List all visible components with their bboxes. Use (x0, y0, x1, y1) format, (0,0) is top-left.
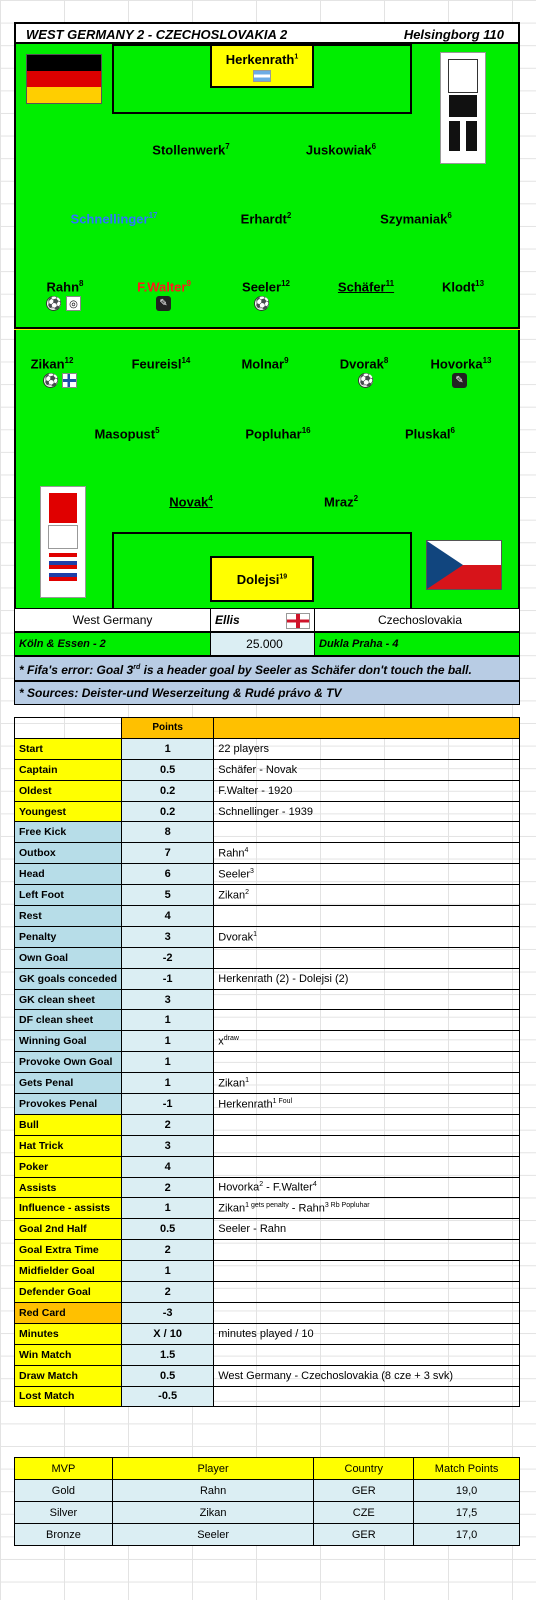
goal-area-top (210, 44, 314, 88)
points-rule-detail (214, 1156, 520, 1177)
points-rule-name: Gets Penal (15, 1073, 122, 1094)
points-row (15, 1344, 520, 1365)
points-rule-value: 3 (122, 926, 214, 947)
assist-boot-icon: ✎ (156, 296, 171, 311)
points-rule-detail: 22 players (214, 738, 520, 759)
note-sources: * Sources: Deister-und Weserzeitung & Rudé právo & TV (14, 681, 520, 705)
points-row (15, 1386, 520, 1407)
match-title: WEST GERMANY 2 - CZECHOSLOVAKIA 2 (26, 27, 288, 42)
points-rule-detail (214, 1282, 520, 1303)
pitch-top-half (14, 44, 520, 330)
mvp-row-silver (15, 1502, 520, 1524)
points-row (15, 926, 520, 947)
player-szymaniak: Szymaniak$^6$ (380, 211, 452, 227)
player-masopust: Masopust$^5$ (94, 426, 160, 442)
points-rule-name: Free Kick (15, 822, 122, 843)
points-rule-name: Minutes (15, 1323, 122, 1344)
points-rule-detail (214, 947, 520, 968)
player-schafer-captain: Schäfer$^{11}$ (337, 279, 395, 295)
points-rule-name: Influence - assists (15, 1198, 122, 1219)
points-rule-name: Oldest (15, 780, 122, 801)
points-rule-value: 4 (122, 906, 214, 927)
points-rule-detail (214, 1135, 520, 1156)
germany-kit-icon (440, 52, 486, 164)
points-rule-name: Own Goal (15, 947, 122, 968)
points-rule-value: 3 (122, 1135, 214, 1156)
points-row (15, 968, 520, 989)
points-row (15, 780, 520, 801)
points-rule-value: 5 (122, 885, 214, 906)
points-rule-detail (214, 1344, 520, 1365)
away-team: Czechoslovakia (377, 613, 463, 627)
venue: Helsingborg 110 (403, 27, 504, 42)
mvp-header-row (15, 1458, 520, 1480)
player-hovorka: Hovorka$^{13}$ (430, 356, 492, 372)
points-rule-value: 1 (122, 1031, 214, 1052)
teams-row (14, 608, 520, 632)
player-zikan: Zikan$^{12}$ (30, 356, 74, 372)
home-clubs: Köln & Essen - 2 (15, 633, 211, 655)
match-header (14, 22, 520, 44)
points-row (15, 1219, 520, 1240)
referee: Ellis (211, 609, 315, 631)
points-row (15, 1198, 520, 1219)
points-rule-name: Bull (15, 1114, 122, 1135)
pitch-bottom-half (14, 330, 520, 616)
points-row (15, 1094, 520, 1115)
attendance: 25.000 (211, 633, 315, 655)
points-rule-name: Red Card (15, 1302, 122, 1323)
points-rule-detail (214, 1386, 520, 1407)
points-row (15, 1073, 520, 1094)
mvp-header-mvp: MVP (15, 1458, 113, 1480)
points-rule-value: -1 (122, 1094, 214, 1115)
points-rule-detail: $x^{draw}$ (214, 1031, 520, 1052)
mvp-player: Zikan (112, 1502, 314, 1524)
mvp-player: Rahn (112, 1480, 314, 1502)
points-rule-name: Start (15, 738, 122, 759)
points-rule-value: 2 (122, 1240, 214, 1261)
assist-boot-icon: ✎ (452, 373, 467, 388)
mvp-header-player: Player (112, 1458, 314, 1480)
points-rule-name: Goal Extra Time (15, 1240, 122, 1261)
clubs-row (14, 632, 520, 656)
points-rule-detail (214, 822, 520, 843)
points-rule-name: Poker (15, 1156, 122, 1177)
points-row (15, 843, 520, 864)
points-header-row (15, 718, 520, 739)
points-rule-value: 0.2 (122, 801, 214, 822)
points-row (15, 1010, 520, 1031)
points-header-desc (214, 718, 520, 739)
mvp-header-country: Country (314, 1458, 414, 1480)
player-stollenwerk: Stollenwerk$^7$ (152, 142, 230, 158)
points-rule-name: Captain (15, 759, 122, 780)
points-rule-detail: Rahn$^4$ (214, 843, 520, 864)
points-rule-name: Provokes Penal (15, 1094, 122, 1115)
points-row (15, 989, 520, 1010)
mvp-player: Seeler (112, 1524, 314, 1546)
mvp-rank: Gold (15, 1480, 113, 1502)
goal-area-bottom (210, 556, 314, 602)
points-rule-value: 0.2 (122, 780, 214, 801)
points-rule-value: 2 (122, 1114, 214, 1135)
points-row (15, 759, 520, 780)
player-dvorak: Dvorak$^8$ (339, 356, 389, 372)
points-rule-name: Defender Goal (15, 1282, 122, 1303)
player-juskowiak: Juskowiak$^6$ (305, 142, 377, 158)
points-rule-name: GK clean sheet (15, 989, 122, 1010)
player-rahn: Rahn$^8$ (46, 279, 84, 295)
points-rule-name: Winning Goal (15, 1031, 122, 1052)
player-molnar: Molnar$^9$ (241, 356, 289, 372)
points-rule-detail (214, 1261, 520, 1282)
mvp-table (14, 1457, 520, 1546)
points-rule-value: 0.5 (122, 759, 214, 780)
points-rule-detail: Seeler - Rahn (214, 1219, 520, 1240)
points-rule-name: GK goals conceded (15, 968, 122, 989)
points-rule-detail: Zikan$^{1 gets penalty}$ - Rahn$^{3 Rb Popluhar}$ (214, 1198, 520, 1219)
home-team: West Germany (15, 609, 211, 631)
points-table (14, 717, 520, 1407)
points-rule-value: 1 (122, 1198, 214, 1219)
points-header-blank (15, 718, 122, 739)
points-rule-name: Win Match (15, 1344, 122, 1365)
points-rule-value: 1.5 (122, 1344, 214, 1365)
points-rule-detail (214, 1052, 520, 1073)
points-rule-detail: Schäfer - Novak (214, 759, 520, 780)
points-row (15, 822, 520, 843)
player-erhardt: Erhardt$^2$ (240, 211, 292, 227)
points-rule-name: Goal 2nd Half (15, 1219, 122, 1240)
points-rule-value: 1 (122, 1052, 214, 1073)
points-rule-detail: Seeler$^3$ (214, 864, 520, 885)
points-rule-detail: minutes played / 10 (214, 1323, 520, 1344)
points-rule-name: Assists (15, 1177, 122, 1198)
points-row (15, 1114, 520, 1135)
points-rule-detail (214, 989, 520, 1010)
player-feureisl: Feureisl$^{14}$ (131, 356, 191, 372)
goal-ball-icon: ⚽ (359, 373, 374, 387)
points-rule-name: Provoke Own Goal (15, 1052, 122, 1073)
points-row (15, 864, 520, 885)
points-rule-name: Draw Match (15, 1365, 122, 1386)
germany-flag-icon (26, 54, 102, 104)
points-rule-value: 1 (122, 1073, 214, 1094)
player-pluskal: Pluskal$^6$ (405, 426, 455, 442)
player-klodt: Klodt$^{13}$ (441, 279, 485, 295)
mvp-rank: Bronze (15, 1524, 113, 1546)
points-rule-value: 8 (122, 822, 214, 843)
mvp-row-bronze (15, 1524, 520, 1546)
argentina-flag-icon (253, 70, 271, 82)
points-rule-name: Midfielder Goal (15, 1261, 122, 1282)
player-novak-captain: Novak$^4$ (169, 494, 213, 510)
goal-ball-icon: ⚽ (255, 296, 270, 310)
points-rule-value: -1 (122, 968, 214, 989)
mvp-country: CZE (314, 1502, 414, 1524)
note-fifa-error: * Fifa's error: Goal 3rd is a header goal by Seeler as Schäfer don't touch the ball. (14, 656, 520, 681)
points-row (15, 906, 520, 927)
mvp-country: GER (314, 1524, 414, 1546)
mvp-points: 17,0 (414, 1524, 520, 1546)
points-row (15, 738, 520, 759)
mvp-row-gold (15, 1480, 520, 1502)
points-row (15, 947, 520, 968)
points-rule-detail: West Germany - Czechoslovakia (8 cze + 3 svk) (214, 1365, 520, 1386)
player-schnellinger: Schnellinger$^{17}$ (70, 211, 158, 227)
points-rule-value: 0.5 (122, 1365, 214, 1386)
player-seeler: Seeler$^{12}$ (242, 279, 290, 295)
points-row (15, 1282, 520, 1303)
points-rule-detail (214, 906, 520, 927)
points-rule-value: -3 (122, 1302, 214, 1323)
points-rule-value: 1 (122, 1261, 214, 1282)
points-row (15, 885, 520, 906)
england-flag-icon (286, 613, 310, 629)
points-header: Points (122, 718, 214, 739)
points-rule-value: 0.5 (122, 1219, 214, 1240)
goal-ball-icon: ⚽ (47, 296, 62, 310)
points-rule-value: 2 (122, 1282, 214, 1303)
points-rule-detail (214, 1010, 520, 1031)
points-rule-value: 7 (122, 843, 214, 864)
points-rule-detail: F.Walter - 1920 (214, 780, 520, 801)
points-row (15, 1261, 520, 1282)
czechoslovakia-flag-icon (426, 540, 502, 590)
points-row (15, 1177, 520, 1198)
mvp-country: GER (314, 1480, 414, 1502)
points-rule-detail: Schnellinger - 1939 (214, 801, 520, 822)
points-rule-name: DF clean sheet (15, 1010, 122, 1031)
points-rule-name: Rest (15, 906, 122, 927)
mvp-rank: Silver (15, 1502, 113, 1524)
points-row (15, 1240, 520, 1261)
points-row (15, 1365, 520, 1386)
points-row (15, 1052, 520, 1073)
points-rule-name: Penalty (15, 926, 122, 947)
points-rule-detail (214, 1240, 520, 1261)
points-rule-detail (214, 1114, 520, 1135)
points-rule-value: 6 (122, 864, 214, 885)
points-row (15, 1323, 520, 1344)
player-popluhar: Popluhar$^{16}$ (245, 426, 311, 442)
mvp-points: 17,5 (414, 1502, 520, 1524)
points-rule-detail: Herkenrath$^{1 Foul}$ (214, 1094, 520, 1115)
points-rule-name: Outbox (15, 843, 122, 864)
gk-top: Herkenrath$^1$ (225, 52, 299, 67)
points-rule-name: Head (15, 864, 122, 885)
points-rule-detail: Zikan$^2$ (214, 885, 520, 906)
points-row (15, 1031, 520, 1052)
mvp-points: 19,0 (414, 1480, 520, 1502)
points-rule-detail: Zikan$^1$ (214, 1073, 520, 1094)
points-rule-name: Youngest (15, 801, 122, 822)
points-rule-value: 2 (122, 1177, 214, 1198)
points-rule-detail: Herkenrath (2) - Dolejsi (2) (214, 968, 520, 989)
points-rule-name: Hat Trick (15, 1135, 122, 1156)
away-clubs: Dukla Praha - 4 (319, 638, 399, 650)
gk-bottom: Dolejsi$^{19}$ (236, 572, 288, 587)
czechoslovakia-kit-icon (40, 486, 86, 598)
assist-icon: ◎ (66, 296, 81, 311)
points-rule-value: 1 (122, 1010, 214, 1031)
player-mraz: Mraz$^2$ (323, 494, 359, 510)
points-row (15, 1302, 520, 1323)
points-rule-value: 4 (122, 1156, 214, 1177)
points-row (15, 801, 520, 822)
points-rule-value: 1 (122, 738, 214, 759)
points-rule-value: 3 (122, 989, 214, 1010)
points-rule-value: -2 (122, 947, 214, 968)
points-row (15, 1135, 520, 1156)
points-rule-name: Lost Match (15, 1386, 122, 1407)
points-rule-value: -0.5 (122, 1386, 214, 1407)
mvp-header-points: Match Points (414, 1458, 520, 1480)
points-rule-value: X / 10 (122, 1323, 214, 1344)
goal-ball-icon: ⚽ (44, 373, 59, 387)
points-rule-detail: Dvorak$^1$ (214, 926, 520, 947)
points-row (15, 1156, 520, 1177)
points-rule-detail (214, 1302, 520, 1323)
points-rule-detail: Hovorka$^2$ - F.Walter$^4$ (214, 1177, 520, 1198)
penalty-won-icon (62, 373, 77, 388)
points-rule-name: Left Foot (15, 885, 122, 906)
player-f-walter: F.Walter$^9$ (137, 279, 191, 295)
